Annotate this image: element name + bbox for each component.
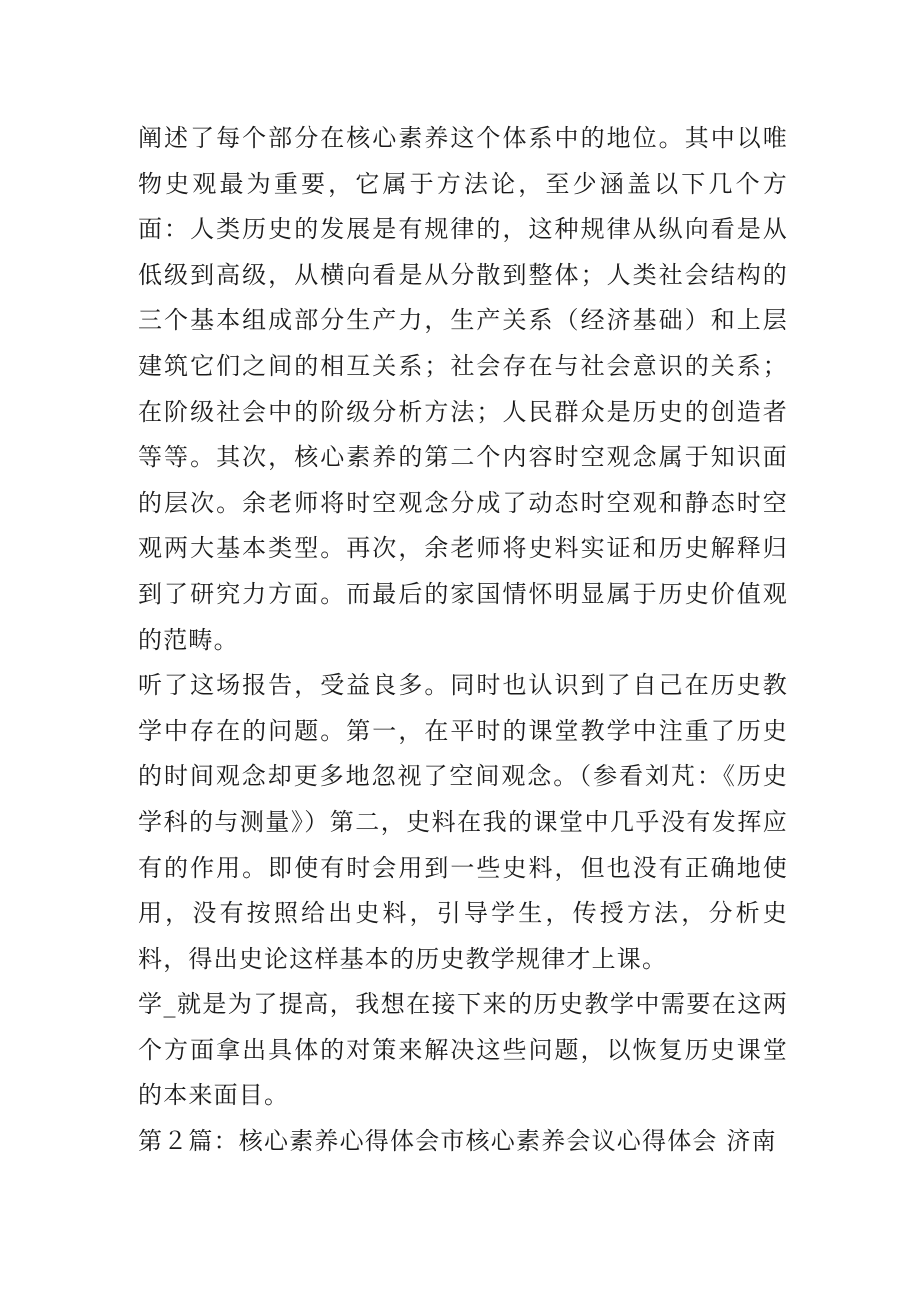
paragraph-improvement-plan: 学_就是为了提高，我想在接下来的历史教学中需要在这两个方面拿出具体的对策来解决这些问题，以恢复历史课堂的本来面目。 [138, 990, 788, 1110]
body-text [138, 116, 788, 1165]
paragraph-next-article-heading: 第２篇：核心素养心得体会市核心素养会议心得体会 济南 [138, 1127, 777, 1156]
paragraph-report-reflection: 听了这场报告，受益良多。同时也认识到了自己在历史教学中存在的问题。第一，在平时的课堂教学中注重了历史的时间观念却更多地忽视了空间观念。（参看刘芃：《历史学科的与测量》）第二，史料在我的课堂中几乎没有发挥应有的作用。即使有时会用到一些史料，但也没有正确地使用，没有按照给出史料，引导学生，传授方法，分析史料，得出史论这样基本的历史教学规律才上课。 [138, 671, 788, 973]
paragraph-core-literacy-overview: 阐述了每个部分在核心素养这个体系中的地位。其中以唯物史观最为重要，它属于方法论，至少涵盖以下几个方面：人类历史的发展是有规律的，这种规律从纵向看是从低级到高级，从横向看是从分散到整体；人类社会结构的三个基本组成部分生产力，生产关系（经济基础）和上层建筑它们之间的相互关系；社会存在与社会意识的关系；在阶级社会中的阶级分析方法；人民群众是历史的创造者等等。其次，核心素养的第二个内容时空观念属于知识面的层次。余老师将时空观念分成了动态时空观和静态时空观两大基本类型。再次，余老师将史料实证和历史解释归到了研究力方面。而最后的家国情怀明显属于历史价值观的范畴。 [138, 124, 788, 654]
